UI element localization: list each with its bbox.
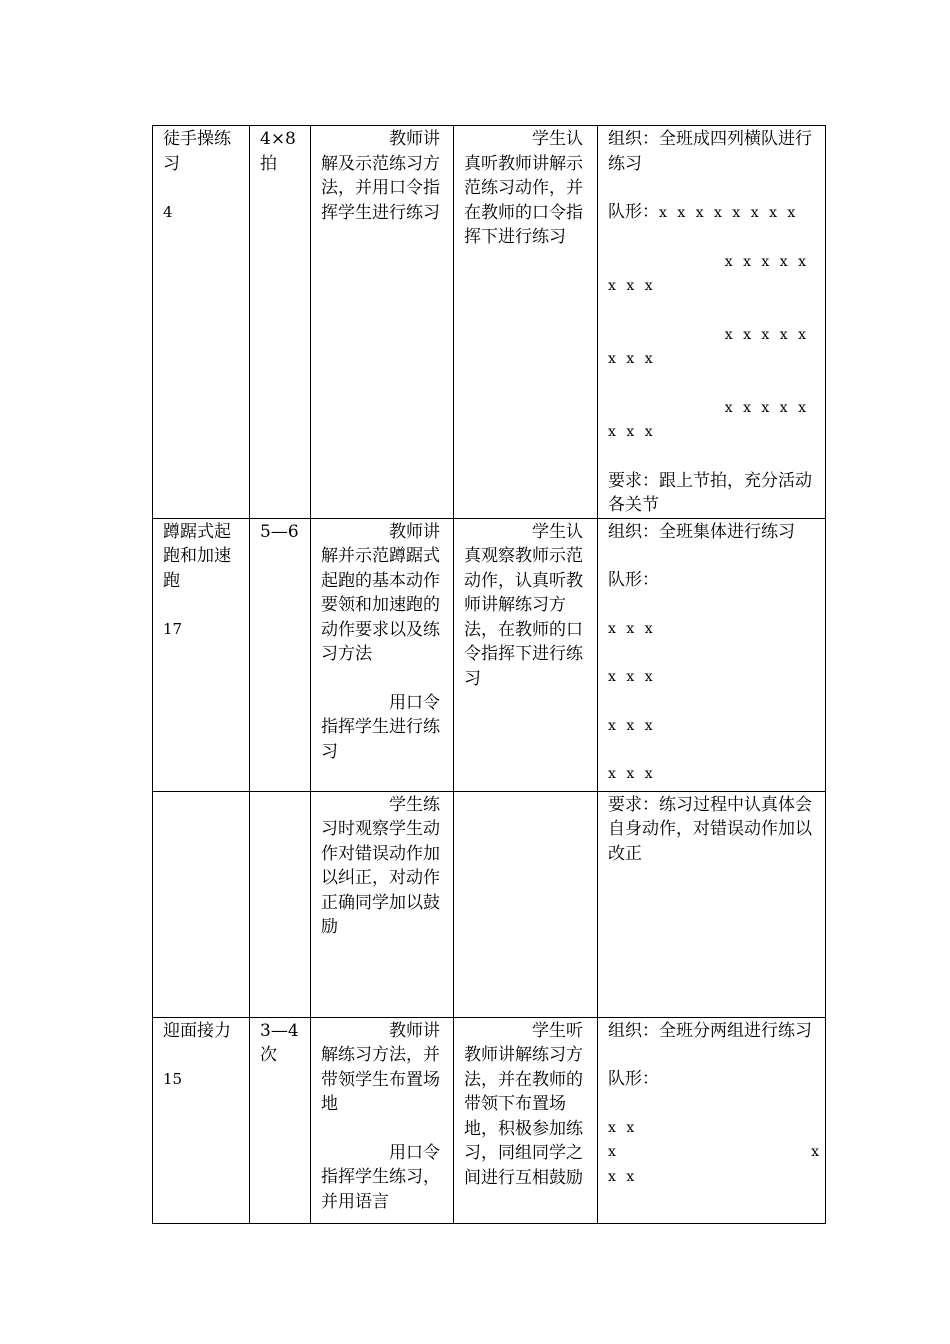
item-name: 蹲踞式起跑和加速跑 bbox=[163, 521, 231, 591]
table-row bbox=[153, 1017, 826, 1223]
item-cell bbox=[153, 126, 250, 519]
formation-label: 队形： bbox=[608, 570, 659, 590]
count-cell bbox=[250, 126, 311, 519]
student-activity: 学生听教师讲解练习方法，并在教师的带领下布置场地，积极参加练习，同组同学之间进行互相鼓励 bbox=[464, 1020, 583, 1188]
formation-line: x x x bbox=[608, 669, 656, 685]
lesson-plan-table bbox=[152, 125, 826, 1224]
formation-line: x x x bbox=[608, 620, 656, 637]
count-cell bbox=[250, 791, 311, 1017]
formation-line: x x x x x x x x bbox=[659, 205, 799, 221]
item-name: 迎面接力 bbox=[163, 1020, 231, 1041]
requirement-text: 要求：练习过程中认真体会自身动作，对错误动作加以改正 bbox=[608, 794, 812, 864]
student-cell bbox=[454, 518, 598, 791]
formation-row bbox=[608, 200, 819, 226]
student-cell bbox=[454, 791, 598, 1017]
formation-line: x x x bbox=[608, 351, 656, 367]
teacher-cell bbox=[311, 1017, 454, 1223]
formation-line: x x x bbox=[608, 766, 656, 782]
organization-text: 组织：全班成四列横队进行练习 bbox=[608, 129, 812, 174]
formation-line: x x x x x bbox=[724, 326, 809, 343]
formation-line: x bbox=[608, 1144, 616, 1160]
teacher-cell bbox=[311, 518, 454, 791]
item-cell bbox=[153, 518, 250, 791]
teacher-activity: 教师讲解练习方法，并带领学生布置场地 bbox=[321, 1020, 440, 1114]
student-activity: 学生认真听教师讲解示范练习动作，并在教师的口令指挥下进行练习 bbox=[464, 129, 583, 247]
teacher-activity: 用口令指挥学生进行练习 bbox=[321, 692, 440, 762]
item-count: 5—6 bbox=[260, 521, 299, 542]
formation-line: x x x bbox=[608, 424, 656, 440]
organization-cell bbox=[598, 518, 826, 791]
student-cell bbox=[454, 126, 598, 519]
count-cell bbox=[250, 1017, 311, 1223]
formation-line: x bbox=[811, 1144, 819, 1160]
item-count: 4×8拍 bbox=[260, 129, 296, 174]
formation-line: x x x bbox=[608, 717, 656, 734]
teacher-cell bbox=[311, 791, 454, 1017]
teacher-activity: 教师讲解及示范练习方法，并用口令指挥学生进行练习 bbox=[321, 129, 440, 223]
formation-line: x x x x x bbox=[724, 399, 809, 416]
item-minutes: 17 bbox=[163, 620, 183, 638]
requirement-text: 要求：跟上节拍，充分活动各关节 bbox=[608, 470, 812, 515]
formation-line: x x x x x bbox=[724, 253, 809, 270]
student-cell bbox=[454, 1017, 598, 1223]
student-activity: 学生认真观察教师示范动作，认真听教师讲解练习方法，在教师的口令指挥下进行练习 bbox=[464, 521, 583, 689]
formation-label: 队形： bbox=[608, 202, 659, 222]
table-row bbox=[153, 518, 826, 791]
table-row bbox=[153, 126, 826, 519]
teacher-activity: 教师讲解并示范蹲踞式起跑的基本动作要领和加速跑的动作要求以及练习方法 bbox=[321, 521, 440, 664]
item-name: 徒手操练习 bbox=[163, 129, 231, 174]
item-cell bbox=[153, 791, 250, 1017]
formation-line-pair bbox=[608, 1140, 819, 1165]
teacher-activity: 学生练习时观察学生动作对错误动作加以纠正，对动作正确同学加以鼓励 bbox=[321, 794, 440, 937]
item-minutes: 4 bbox=[163, 203, 173, 221]
count-cell bbox=[250, 518, 311, 791]
formation-line: x x bbox=[608, 1119, 638, 1136]
organization-cell bbox=[598, 126, 826, 519]
organization-text: 组织：全班集体进行练习 bbox=[608, 521, 795, 542]
formation-label: 队形： bbox=[608, 1069, 659, 1089]
formation-line: x x bbox=[608, 1168, 638, 1185]
formation-line: x x x bbox=[608, 278, 656, 294]
item-count: 3—4次 bbox=[260, 1020, 299, 1065]
table-row bbox=[153, 791, 826, 1017]
organization-cell bbox=[598, 1017, 826, 1223]
item-cell bbox=[153, 1017, 250, 1223]
teacher-activity: 用口令指挥学生练习，并用语言 bbox=[321, 1142, 440, 1212]
teacher-cell bbox=[311, 126, 454, 519]
item-minutes: 15 bbox=[163, 1070, 183, 1088]
organization-text: 组织：全班分两组进行练习 bbox=[608, 1020, 812, 1041]
organization-cell bbox=[598, 791, 826, 1017]
